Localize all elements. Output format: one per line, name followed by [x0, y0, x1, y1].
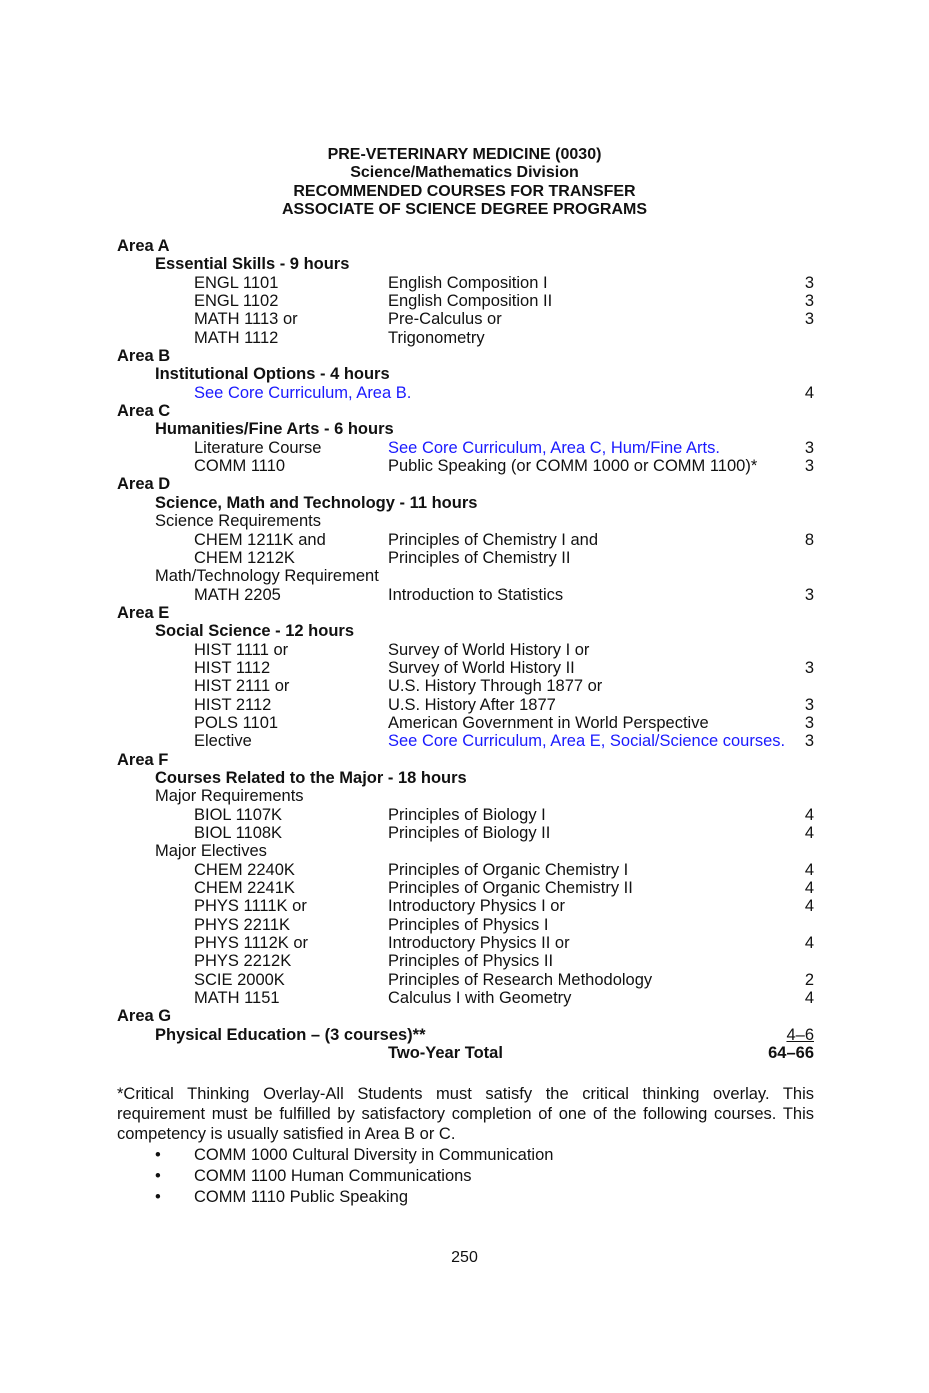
degree-heading: ASSOCIATE OF SCIENCE DEGREE PROGRAMS	[281, 201, 648, 219]
course-row	[117, 531, 814, 549]
course-hours: 3	[804, 695, 814, 714]
list-item-text: COMM 1100 Human Communications	[194, 1167, 472, 1185]
critical-thinking-note: *Critical Thinking Overlay-All Students must satisfy the critical thinking overlay. This requirement must be fulfilled by satisfactory completion of one of the following courses. This competency is usually satisfied in Area B or C.	[117, 1085, 814, 1144]
program-title: PRE-VETERINARY MEDICINE (0030)	[327, 146, 602, 163]
course-hours: 4	[804, 860, 814, 879]
course-title: Principles of Chemistry II	[388, 548, 571, 567]
area-b-label: Area B	[117, 347, 171, 366]
course-hours: 4	[804, 989, 814, 1008]
course-code: PHYS 2211K	[194, 915, 291, 934]
bullet-icon: •	[155, 1188, 161, 1206]
area-g-subheading-row	[117, 1026, 814, 1044]
course-hours: 2	[804, 970, 814, 989]
course-code: CHEM 1212K	[194, 548, 295, 567]
area-g-subheading: Physical Education – (3 courses)**	[155, 1025, 426, 1044]
course-title: Public Speaking (or COMM 1000 or COMM 1100)*	[388, 457, 758, 476]
area-c-label: Area C	[117, 402, 171, 421]
course-row	[117, 916, 814, 934]
course-code: MATH 1112	[194, 328, 279, 347]
core-curriculum-link[interactable]: See Core Curriculum, Area B.	[194, 383, 412, 402]
course-title: Principles of Physics I	[388, 915, 549, 934]
course-code: PHYS 2212K	[194, 952, 292, 971]
course-code: MATH 2205	[194, 585, 281, 604]
course-title: Trigonometry	[388, 328, 485, 347]
course-row	[117, 457, 814, 475]
course-title: U.S. History Through 1877 or	[388, 677, 603, 696]
course-hours: 3	[804, 273, 814, 292]
course-title: Pre-Calculus or	[388, 310, 502, 329]
total-row	[117, 1044, 814, 1062]
course-title: Principles of Chemistry I and	[388, 530, 598, 549]
course-hours: 3	[804, 310, 814, 329]
course-row	[117, 897, 814, 915]
course-row	[117, 861, 814, 879]
bullet-icon: •	[155, 1167, 161, 1185]
bullet-icon: •	[155, 1146, 161, 1164]
course-code: CHEM 2241K	[194, 879, 295, 898]
course-code: ENGL 1101	[194, 273, 279, 292]
course-title: Introductory Physics I or	[388, 897, 565, 916]
course-title: English Composition II	[388, 292, 553, 311]
course-title: Survey of World History I or	[388, 640, 590, 659]
course-hours: 3	[804, 457, 814, 476]
group-heading: Major Requirements	[155, 787, 304, 806]
group-heading: Science Requirements	[155, 512, 321, 531]
group-heading: Major Electives	[155, 842, 267, 861]
course-hours: 4	[804, 879, 814, 898]
course-row	[117, 384, 814, 402]
list-item	[117, 1145, 814, 1166]
area-d-subheading: Science, Math and Technology - 11 hours	[155, 493, 478, 512]
area-e-label: Area E	[117, 603, 170, 622]
area-a-label: Area A	[117, 237, 170, 255]
course-code: Literature Course	[194, 438, 322, 457]
division-name: Science/Mathematics Division	[350, 164, 579, 182]
course-title: Principles of Biology II	[388, 824, 551, 842]
course-hours: 3	[804, 585, 814, 604]
area-a-subheading: Essential Skills - 9 hours	[155, 255, 350, 274]
course-code: HIST 2111 or	[194, 677, 290, 696]
course-title: Calculus I with Geometry	[388, 989, 572, 1008]
course-code: HIST 1111 or	[194, 640, 289, 659]
course-code: HIST 2112	[194, 695, 272, 714]
course-code: CHEM 2240K	[194, 860, 295, 879]
course-hours: 3	[804, 658, 814, 677]
area-g-label: Area G	[117, 1007, 172, 1026]
course-code: POLS 1101	[194, 713, 279, 732]
area-f-label: Area F	[117, 750, 169, 769]
course-row	[117, 677, 814, 695]
course-title: Principles of Biology I	[388, 805, 546, 824]
course-row	[117, 549, 814, 567]
course-row	[117, 934, 814, 952]
course-title: Principles of Physics II	[388, 952, 554, 971]
course-hours: 4	[804, 805, 814, 824]
course-title: Principles of Organic Chemistry I	[388, 860, 629, 879]
course-row	[117, 732, 814, 750]
total-label: Two-Year Total	[388, 1044, 503, 1063]
course-hours: 4	[804, 897, 814, 916]
course-row	[117, 696, 814, 714]
course-hours: 3	[804, 732, 814, 751]
page-number: 250	[451, 1249, 478, 1266]
course-hours: 4	[804, 824, 814, 842]
course-code: BIOL 1108K	[194, 824, 283, 842]
course-row	[117, 824, 814, 842]
course-code: SCIE 2000K	[194, 970, 285, 989]
core-curriculum-link[interactable]: See Core Curriculum, Area E, Social/Science courses.	[388, 732, 786, 751]
area-b-subheading: Institutional Options - 4 hours	[155, 365, 390, 384]
area-e-subheading: Social Science - 12 hours	[155, 622, 354, 641]
recommended-heading: RECOMMENDED COURSES FOR TRANSFER	[293, 182, 636, 200]
course-code: HIST 1112	[194, 658, 271, 677]
core-curriculum-link[interactable]: See Core Curriculum, Area C, Hum/Fine Arts.	[388, 438, 720, 457]
course-row	[117, 879, 814, 897]
course-code: ENGL 1102	[194, 292, 279, 311]
course-title: English Composition I	[388, 273, 548, 292]
course-row	[117, 989, 814, 1007]
course-code: PHYS 1111K or	[194, 897, 307, 916]
total-hours: 64–66	[768, 1044, 814, 1063]
course-row	[117, 274, 814, 292]
area-c-subheading: Humanities/Fine Arts - 6 hours	[155, 420, 394, 439]
course-code: COMM 1110	[194, 457, 286, 476]
course-hours: 4	[804, 934, 814, 953]
course-row	[117, 659, 814, 677]
course-title: Principles of Organic Chemistry II	[388, 879, 633, 898]
course-code: BIOL 1107K	[194, 805, 283, 824]
course-hours: 3	[804, 438, 814, 457]
course-title: American Government in World Perspective	[388, 713, 709, 732]
course-title: Introduction to Statistics	[388, 585, 564, 604]
course-code: PHYS 1112K or	[194, 934, 309, 953]
course-row	[117, 329, 814, 347]
group-heading: Math/Technology Requirement	[155, 567, 379, 586]
course-code: CHEM 1211K and	[194, 530, 326, 549]
area-d-label: Area D	[117, 475, 171, 494]
course-hours: 4	[804, 383, 814, 402]
course-listing	[117, 237, 814, 1062]
course-title: Principles of Research Methodology	[388, 970, 653, 989]
course-row	[117, 971, 814, 989]
course-row	[117, 806, 814, 824]
course-code: MATH 1113 or	[194, 310, 298, 329]
course-row	[117, 292, 814, 310]
course-hours: 3	[804, 713, 814, 732]
course-row	[117, 714, 814, 732]
course-code: Elective	[194, 732, 252, 751]
course-row	[117, 641, 814, 659]
document-header	[0, 146, 929, 220]
course-title: U.S. History After 1877	[388, 695, 556, 714]
course-row	[117, 586, 814, 604]
course-title: Survey of World History II	[388, 658, 575, 677]
course-title: Introductory Physics II or	[388, 934, 570, 953]
course-hours: 3	[804, 292, 814, 311]
course-code: MATH 1151	[194, 989, 280, 1008]
area-f-subheading: Courses Related to the Major - 18 hours	[155, 768, 467, 787]
course-row	[117, 952, 814, 970]
bullet-list	[117, 1145, 814, 1208]
course-hours: 8	[804, 530, 814, 549]
area-g-hours: 4–6	[786, 1025, 814, 1044]
course-row	[117, 310, 814, 328]
list-item	[117, 1166, 814, 1187]
course-row	[117, 439, 814, 457]
list-item	[117, 1187, 814, 1208]
list-item-text: COMM 1110 Public Speaking	[194, 1188, 408, 1206]
list-item-text: COMM 1000 Cultural Diversity in Communication	[194, 1146, 554, 1164]
